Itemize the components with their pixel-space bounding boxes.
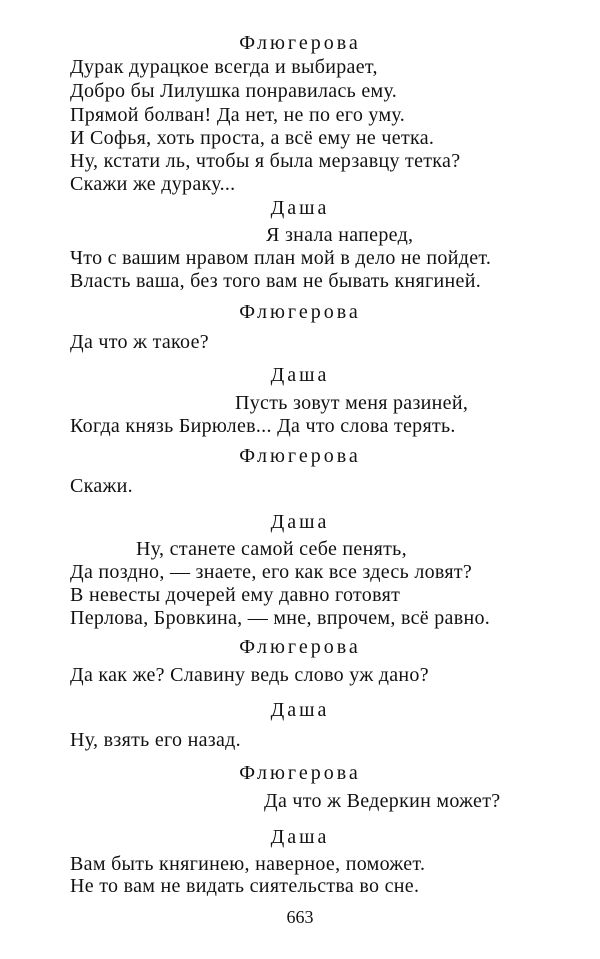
- speaker-name: Даша: [270, 197, 330, 219]
- verse-line: Когда князь Бирюлев... Да что слова терять.: [70, 415, 456, 437]
- verse-line: Да что ж Ведеркин может?: [264, 790, 501, 812]
- verse-line: Я знала наперед,: [266, 224, 414, 246]
- page-number: 663: [286, 907, 314, 927]
- verse-line: Да что ж такое?: [70, 331, 209, 353]
- verse-line: Скажи же дураку...: [70, 173, 236, 195]
- speaker-name: Даша: [270, 826, 330, 848]
- speaker-name: Флюгерова: [239, 32, 361, 54]
- verse-line: Да как же? Славину ведь слово уж дано?: [70, 664, 429, 686]
- verse-line: Да поздно, — знаете, его как все здесь ловят?: [70, 561, 473, 583]
- verse-line: В невесты дочерей ему давно готовят: [70, 584, 401, 606]
- verse-line: Вам быть княгинею, наверное, поможет.: [70, 853, 426, 875]
- speaker-name: Флюгерова: [239, 301, 361, 323]
- verse-line: Дурак дурацкое всегда и выбирает,: [70, 56, 378, 78]
- verse-line: И Софья, хоть проста, а всё ему не четка.: [70, 127, 435, 149]
- speaker-name: Даша: [270, 699, 330, 721]
- verse-line: Власть ваша, без того вам не бывать княгиней.: [70, 270, 481, 292]
- verse-line: Прямой болван! Да нет, не по его уму.: [70, 104, 406, 126]
- speaker-name: Флюгерова: [239, 762, 361, 784]
- speaker-name: Флюгерова: [239, 445, 361, 467]
- verse-line: Пусть зовут меня разиней,: [235, 392, 469, 414]
- verse-line: Ну, взять его назад.: [70, 729, 241, 751]
- speaker-name: Даша: [270, 364, 330, 386]
- verse-line: Что с вашим нравом план мой в дело не пойдет.: [70, 247, 492, 269]
- verse-line: Не то вам не видать сиятельства во сне.: [70, 875, 420, 897]
- verse-line: Ну, кстати ль, чтобы я была мерзавцу тетка?: [70, 150, 461, 172]
- verse-line: Ну, станете самой себе пенять,: [136, 538, 407, 560]
- speaker-name: Даша: [270, 511, 330, 533]
- verse-line: Перлова, Бровкина, — мне, впрочем, всё равно.: [70, 607, 491, 629]
- verse-line: Добро бы Лилушка понравилась ему.: [70, 80, 398, 102]
- verse-line: Скажи.: [70, 475, 133, 497]
- speaker-name: Флюгерова: [239, 636, 361, 658]
